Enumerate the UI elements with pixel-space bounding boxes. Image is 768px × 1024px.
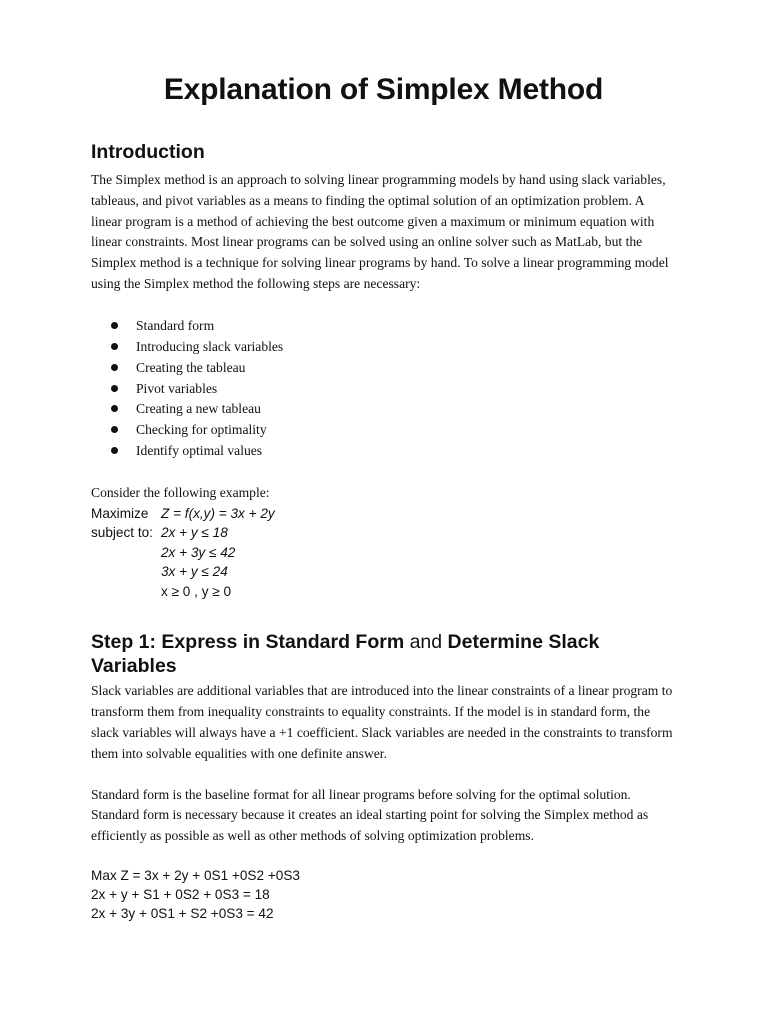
intro-heading: Introduction — [91, 141, 205, 163]
intro-paragraph: The Simplex method is an approach to solving linear programming models by hand using slack variables, tableaus, and pivot variables as a means to finding the optimal solution of an optimization problem. A linear program is a method of achieving the best outcome given a maximum or minimum equation with linear constraints. Most linear programs can be solved using an online solver such as MatLab, but the Simplex method is a technique for solving linear programs by hand. To solve a linear programming model using the Simplex method the following steps are necessary: — [91, 172, 669, 291]
equation: Max Z = 3x + 2y + 0S1 +0S2 +0S3 — [91, 868, 300, 883]
list-item: Checking for optimality — [109, 420, 676, 441]
step1-heading-part2: Determine Slack Variables — [91, 631, 600, 678]
standard-form-equations — [91, 866, 676, 924]
standard-form-paragraph: Standard form is the baseline format for all linear programs before solving for the optimal solution. Standard form is necessary because it creates an ideal starting point for solving the Simplex method as efficiently as possible as well as other methods of solving optimization problems. — [91, 786, 649, 844]
slack-variables-paragraph: Slack variables are additional variables that are introduced into the linear constraints of a linear program to transform them from inequality constraints to equality constraints. If the model is in standard form, the slack variables will always have a +1 coefficient. Slack variables are needed in the constraints to transform them into solvable equalities with one definite answer. — [91, 683, 673, 761]
objective-function: Z = f(x,y) = 3x + 2y — [161, 505, 275, 521]
constraint: 2x + 3y ≤ 42 — [161, 544, 236, 560]
list-item: Introducing slack variables — [109, 337, 676, 358]
constraint: 3x + y ≤ 24 — [161, 564, 228, 580]
step1-heading — [91, 630, 676, 678]
example-problem — [91, 504, 676, 602]
list-item: Identify optimal values — [109, 441, 676, 462]
maximize-label: Maximize — [91, 505, 149, 521]
equation: 2x + 3y + 0S1 + S2 +0S3 = 42 — [91, 906, 274, 922]
steps-list — [91, 316, 676, 462]
equation: 2x + y + S1 + 0S2 + 0S3 = 18 — [91, 887, 270, 903]
list-item: Standard form — [109, 316, 676, 337]
step1-heading-part1: Step 1: Express in Standard Form — [91, 631, 405, 654]
example-intro: Consider the following example: — [91, 485, 270, 501]
list-item: Pivot variables — [109, 379, 676, 400]
list-item: Creating the tableau — [109, 358, 676, 379]
subject-to-label: subject to: — [91, 525, 153, 541]
step1-heading-and: and — [404, 631, 448, 654]
nonnegativity-constraint: x ≥ 0 , y ≥ 0 — [161, 583, 232, 599]
constraint: 2x + y ≤ 18 — [161, 525, 228, 541]
page-title: Explanation of Simplex Method — [163, 73, 604, 106]
list-item: Creating a new tableau — [109, 399, 676, 420]
